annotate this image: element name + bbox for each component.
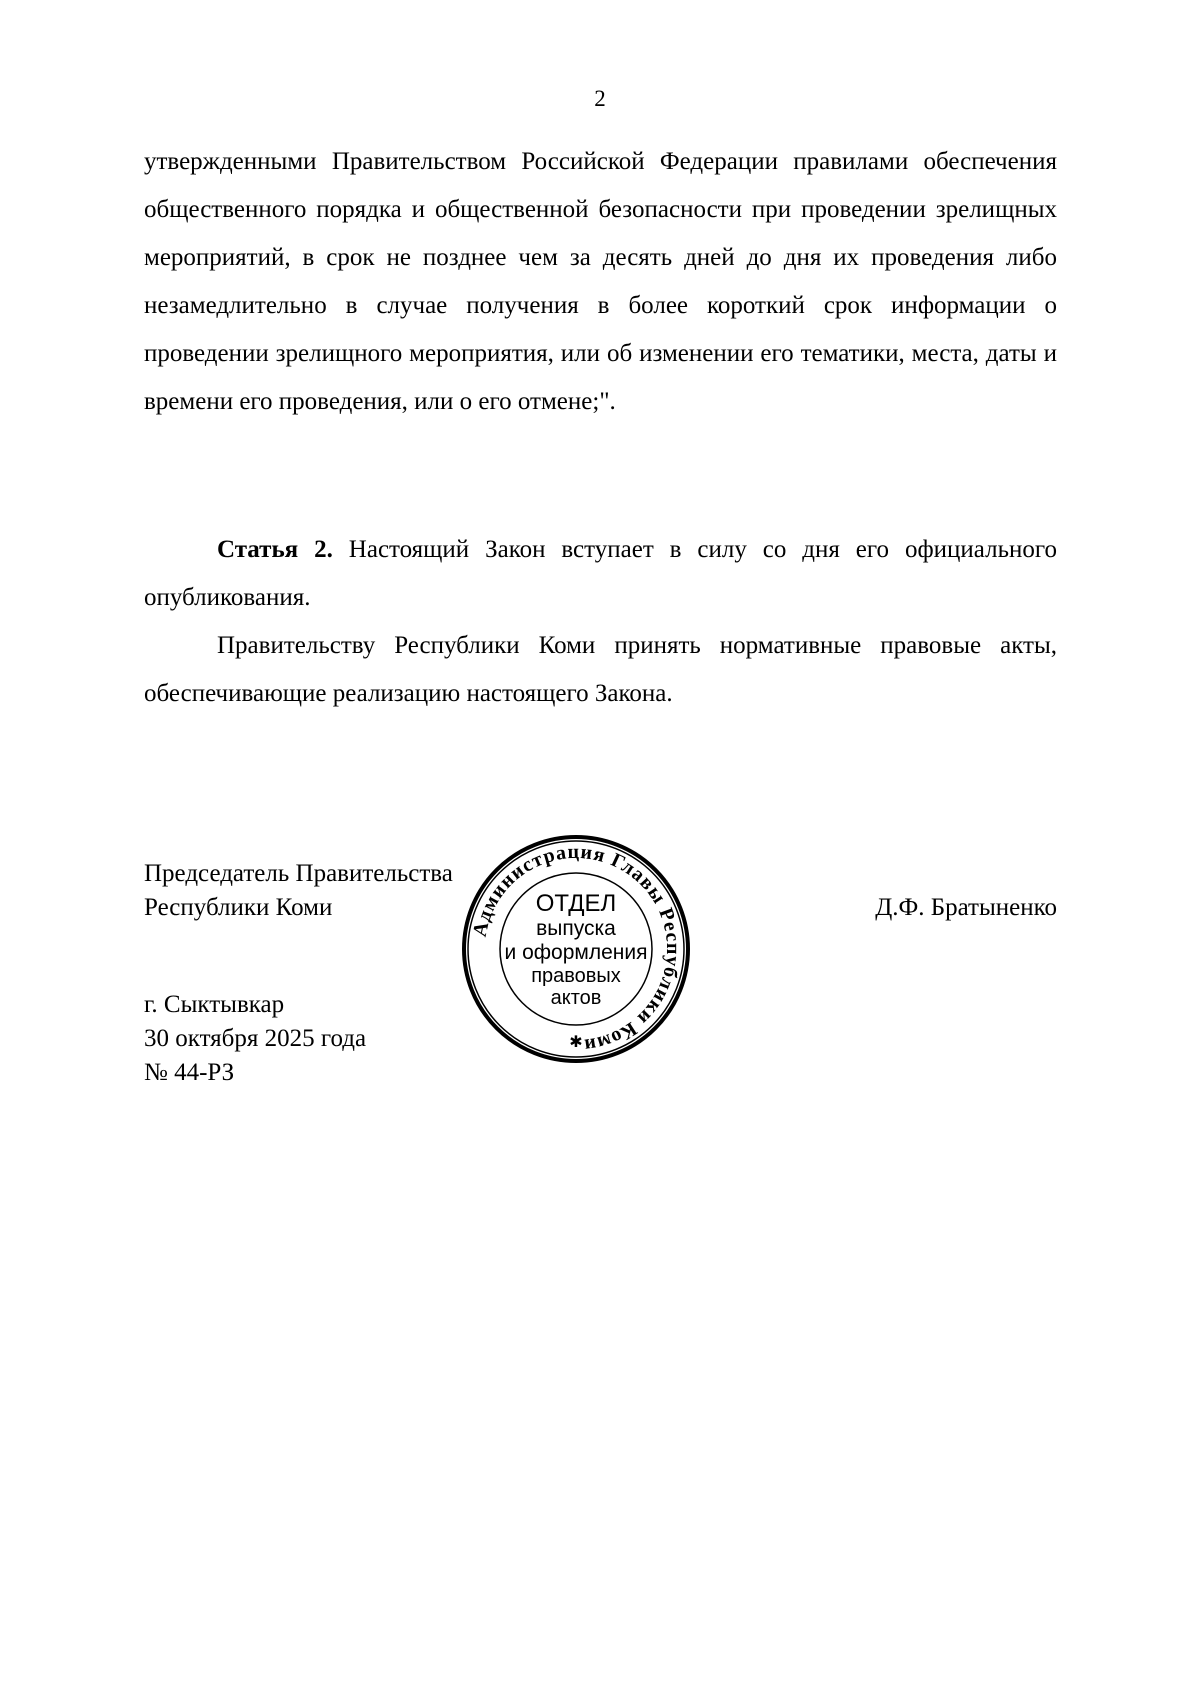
stamp-line-3: и оформления bbox=[504, 941, 648, 964]
city: г. Сыктывкар bbox=[144, 991, 285, 1018]
page-number: 2 bbox=[594, 86, 606, 111]
stamp-line-1: ОТДЕЛ bbox=[535, 890, 617, 917]
stamp-star-icon: ✱ bbox=[569, 1034, 583, 1051]
stamp-ring-text: Администрация Главы Республики Коми bbox=[468, 840, 685, 1057]
government-instruction-paragraph: Правительству Республики Коми принять нормативные правовые акты, обеспечивающие реализацию настоящего Закона. bbox=[144, 632, 1057, 707]
article-2-label: Статья 2. bbox=[217, 536, 333, 563]
signatory-title bbox=[144, 857, 453, 925]
signatory-title-line-1: Председатель Правительства bbox=[144, 860, 453, 887]
place-date-block bbox=[144, 988, 366, 1090]
paragraph-continuation: утвержденными Правительством Российской Федерации правилами обеспечения общественного порядка и общественной безопасности при проведении зрелищных мероприятий, в срок не позднее чем за десять дней до дня их проведения либо незамедлительно в случае получения в более короткий срок информации о проведении зрелищного мероприятия, или об изменении его тематики, места, даты и времени его проведения, или о его отмене;". bbox=[144, 148, 1057, 415]
signatory-title-line-2: Республики Коми bbox=[144, 894, 333, 921]
stamp-line-4: правовых bbox=[531, 965, 621, 987]
law-date: 30 октября 2025 года bbox=[144, 1025, 367, 1052]
stamp-line-5: актов bbox=[550, 987, 602, 1009]
article-2-paragraph bbox=[144, 526, 1057, 622]
law-number: № 44-РЗ bbox=[144, 1059, 235, 1086]
signatory-name: Д.Ф. Братыненко bbox=[875, 894, 1057, 921]
stamp-line-2: выпуска bbox=[536, 917, 616, 940]
article-2-text: Настоящий Закон вступает в силу со дня его официального опубликования. bbox=[144, 536, 1057, 611]
official-stamp bbox=[460, 833, 692, 1065]
